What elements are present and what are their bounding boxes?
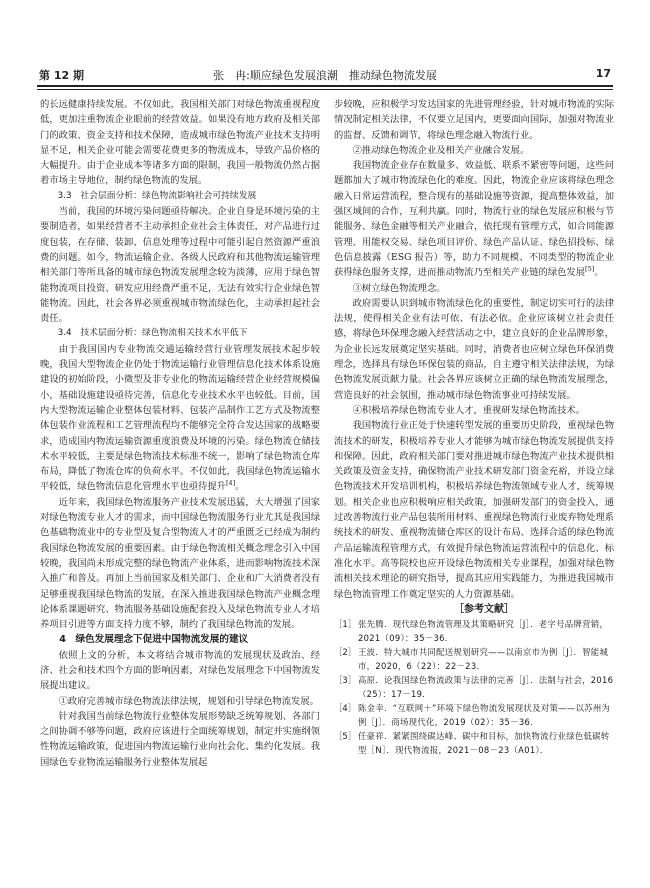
page-number: 17 bbox=[595, 67, 611, 80]
reference-item bbox=[334, 617, 614, 645]
paragraph: 的长远健康持续发展。不仅如此，我国相关部门对绿色物流重视程度低，更加注重物流企业眼前的经营效益。如果没有地方政府及相关部门的政策、资金支持和技术保障，造成城市绿色物流产业技术支持明显不足，相关企业可能会需要花费更多的物流成本，导致产品价格的大幅提升。由于企业成本等诸多方面的限制，我国一般物流仍然占据着市场主导地位，制约绿色物流的发展。 bbox=[40, 99, 320, 187]
subsection-heading-3-3: 3.3 社会层面分析：绿色物流影响社会可持续发展 bbox=[57, 190, 257, 201]
running-title: 张 冉:顺应绿色发展浪潮 推动绿色物流发展 bbox=[213, 69, 437, 82]
reference-number: ［1］ bbox=[334, 619, 357, 630]
header-rule-thin bbox=[37, 89, 613, 90]
reference-number: ［5］ bbox=[334, 731, 357, 742]
reference-number: ［4］ bbox=[334, 703, 357, 714]
reference-text: 王波．特大城市共同配送规划研究——以南京市为例［J］．智能城市，2020，6（22）：22－23． bbox=[358, 647, 609, 672]
paragraph-with-citation bbox=[334, 158, 614, 280]
citation-ref: [5] bbox=[585, 265, 595, 274]
citation-ref: [4] bbox=[225, 479, 236, 488]
paragraph-end: 。 bbox=[235, 481, 245, 493]
issue-number: 第 12 期 bbox=[39, 69, 84, 82]
subsection-heading-3-4: 3.4 技术层面分析：绿色物流相关技术水平低下 bbox=[57, 328, 248, 339]
paragraph-text: 由于我国国内专业物流交通运输经营行业管理发展技术起步较晚，我国大型物流企业仍处于物流运输行业管理信息化技术体系设施建设的初始阶段，小微型及非专业化的物流运输经营企业经营规模偏小，基础设施建设亟待完善，信息化专业技术水平也较低。目前，国内大型物流运输企业整体包装材料、包装产品制作工艺方式及物流整体包装作业流程和工艺管理流程均不能够完全符合发达国家的战略要求，造成国内物流运输资源重度浪费及环境的污染。绿色物流仓储技术水平较低，主要是绿色物流技术标准不统一，影响了绿色物流仓库布局，降低了物流仓库的负荷水平。不仅如此，我国绿色物流运输水平较低，绿色物流信息化管理水平也亟待提升 bbox=[40, 343, 320, 493]
paragraph: 政府需要认识到城市物流绿色化的重要性，制定切实可行的法律法规，使得相关企业有法可依、有法必依。企业应该树立社会责任感，将绿色环保理念融入经营活动之中，建立良好的企业品牌形象，为企业长远发展奠定坚实基础。同时，消费者也应树立绿色环保消费理念，选择具有绿色环保包装的商品，自主遵守相关法律法规，为绿色物流发展贡献力量。社会各界应该树立正确的绿色物流发展理念，营造良好的社会氛围，推动城市绿色物流事业可持续发展。 bbox=[334, 297, 614, 401]
header-rule-thick bbox=[37, 85, 613, 87]
section-heading-4: 4 绿色发展理念下促进中国物流发展的建议 bbox=[59, 634, 249, 646]
left-column bbox=[40, 97, 320, 857]
right-column bbox=[334, 97, 614, 857]
reference-text: 陈金幸．“互联网＋”环境下绿色物流发展现状及对策——以苏州为例［J］．商场现代化，2019（02）：35－36． bbox=[358, 703, 611, 728]
reference-item bbox=[334, 645, 614, 673]
references-list bbox=[334, 617, 614, 757]
reference-item bbox=[334, 701, 614, 729]
page-header bbox=[37, 66, 613, 86]
reference-text: 张先腾．现代绿色物流管理及其策略研究［J］．老字号品牌营销，2021（09）：35－36． bbox=[358, 619, 609, 644]
paragraph: 近年来，我国绿色物流服务产业技术发展迅猛，大大增强了国家对绿色物流专业人才的需求，而中国绿色物流服务行业尤其是我国绿色基础物流业中的专业型及复合型物流人才的严重匮乏已经成为制约我国绿色物流发展的重要因素。由于绿色物流相关概念理念引入中国较晚，我国尚未形成完整的绿色物流产业体系，进而影响物流技术深入推广和普及。再加上当前国家及相关部门、企业和广大消费者没有足够重视我国绿色物流的发展，在深入推进我国绿色物流产业概念理论体系课题研究、物流服务基础设施配套投入及绿色物流专业人才培养项目引进等方面支持力度不够，制约了我国绿色物流的发展。 bbox=[40, 496, 320, 631]
paragraph: ③树立绿色物流理念。 bbox=[352, 282, 446, 294]
reference-item bbox=[334, 673, 614, 701]
paragraph: ②推动绿色物流企业及相关产业融合发展。 bbox=[352, 144, 530, 156]
paragraph: 当前，我国的环境污染问题亟待解决。企业自身是环境污染的主要制造者，如果经营者不主动承担企业社会主体责任，对产品进行过度包装，在存储、装卸、信息处理等过程中可能引起自然资源严重浪费的问题。如今，物流运输企业、各级人民政府和其他物流运输管理相关部门等所具备的城市绿色物流发展理念较为淡薄，应用于绿色智能物流项目投资、研发应用经费严重不足，无法有效实行企业绿色智能物流。因此，社会各界必须重视城市物流绿色化，主动承担起社会责任。 bbox=[40, 206, 320, 325]
paragraph-end: 。 bbox=[594, 267, 604, 279]
paragraph: ④积极培养绿色物流专业人才，重视研发绿色物流技术。 bbox=[352, 404, 586, 416]
reference-text: 任豪祥．紧紧围绕碳达峰、碳中和目标，加快物流行业绿色低碳转型［N］．现代物流报，2021－08－23（A01）． bbox=[358, 731, 610, 756]
reference-text: 高原．论我国绿色物流政策与法律的完善［J］．法制与社会，2016（25）：17－19． bbox=[358, 675, 614, 700]
paragraph: 针对我国当前绿色物流行业整体发展形势缺乏统筹规划、各部门之间协调不够等问题，政府应该进行全面统筹规划，制定并实施纲领性物流运输政策，促进国内物流运输行业向社会化、集约化发展。我国绿色专业物流运输服务行业整体发展起 bbox=[40, 710, 320, 768]
reference-item bbox=[334, 729, 614, 757]
paragraph-text: 我国物流企业存在数量多、效益低、联系不紧密等问题，这些问题都加大了城市物流绿色化的难度。因此，物流企业应该将绿色理念融入日常运营流程，整合现有的基础设施等资源，提高整体效益，加强区域间的合作，互利共赢。同时，物流行业的绿色发展应积极与节能服务、绿色金融等相关产业融合，依托现有管理方式，如合同能源管理、用能权交易、绿色项目评价、绿色产品认证、绿色招投标、绿色信息披露（ESG 报告）等，助力不同规模、不同类型的物流企业获得绿色服务支撑，进而推动物流乃至相关产业链的绿色发展 bbox=[334, 160, 614, 279]
reference-number: ［3］ bbox=[334, 675, 357, 686]
paragraph: 依照上文的分析，本文将结合城市物流的发展现状及政治、经济、社会和技术四个方面的影响因素，对绿色发展理念下中国物流发展提出建议。 bbox=[40, 649, 320, 692]
paragraph: 我国物流行业正处于快速转型发展的重要历史阶段，重视绿色物流技术的研发，积极培养专业人才能够为城市绿色物流发展提供支持和保障。因此，政府相关部门要对推进城市绿色物流产业技术提供相关政策及资金支持，确保物流产业技术研发部门资金充裕，并设立绿色物流技术开发培训机构，积极培养绿色物流领域专业人才，统筹规划。相关企业也应积极响应相关政策，加强研发部门的资金投入，通过改善物流行业产品包装所用材料、重视绿色物流行业废弃物处理系统技术的研发、重视物流储仓库区的设计布局、选择合适的绿色物流产品运输流程管理方式，有效提升绿色物流运营流程中的信息化、标准化水平。高等院校也应开设绿色物流相关专业课程，加强对绿色物流相关技术理论的研究指导，提高其应用实践能力，为推进我国城市绿色物流管理工作奠定坚实的人力资源基础。 bbox=[334, 420, 614, 600]
paragraph: 步较晚，应积极学习发达国家的先进管理经验，针对城市物流的实际情况制定相关法律，不仅要立足国内，更要面向国际，加强对物流业的监督、反馈和调节，将绿色理念融入物流行业。 bbox=[334, 99, 614, 141]
paragraph: ①政府完善城市绿色物流法律法规，规划和引导绿色物流发展。 bbox=[58, 695, 319, 707]
reference-number: ［2］ bbox=[334, 647, 357, 658]
references-heading: ［参考文献］ bbox=[454, 603, 514, 615]
paragraph-with-citation bbox=[40, 342, 320, 495]
